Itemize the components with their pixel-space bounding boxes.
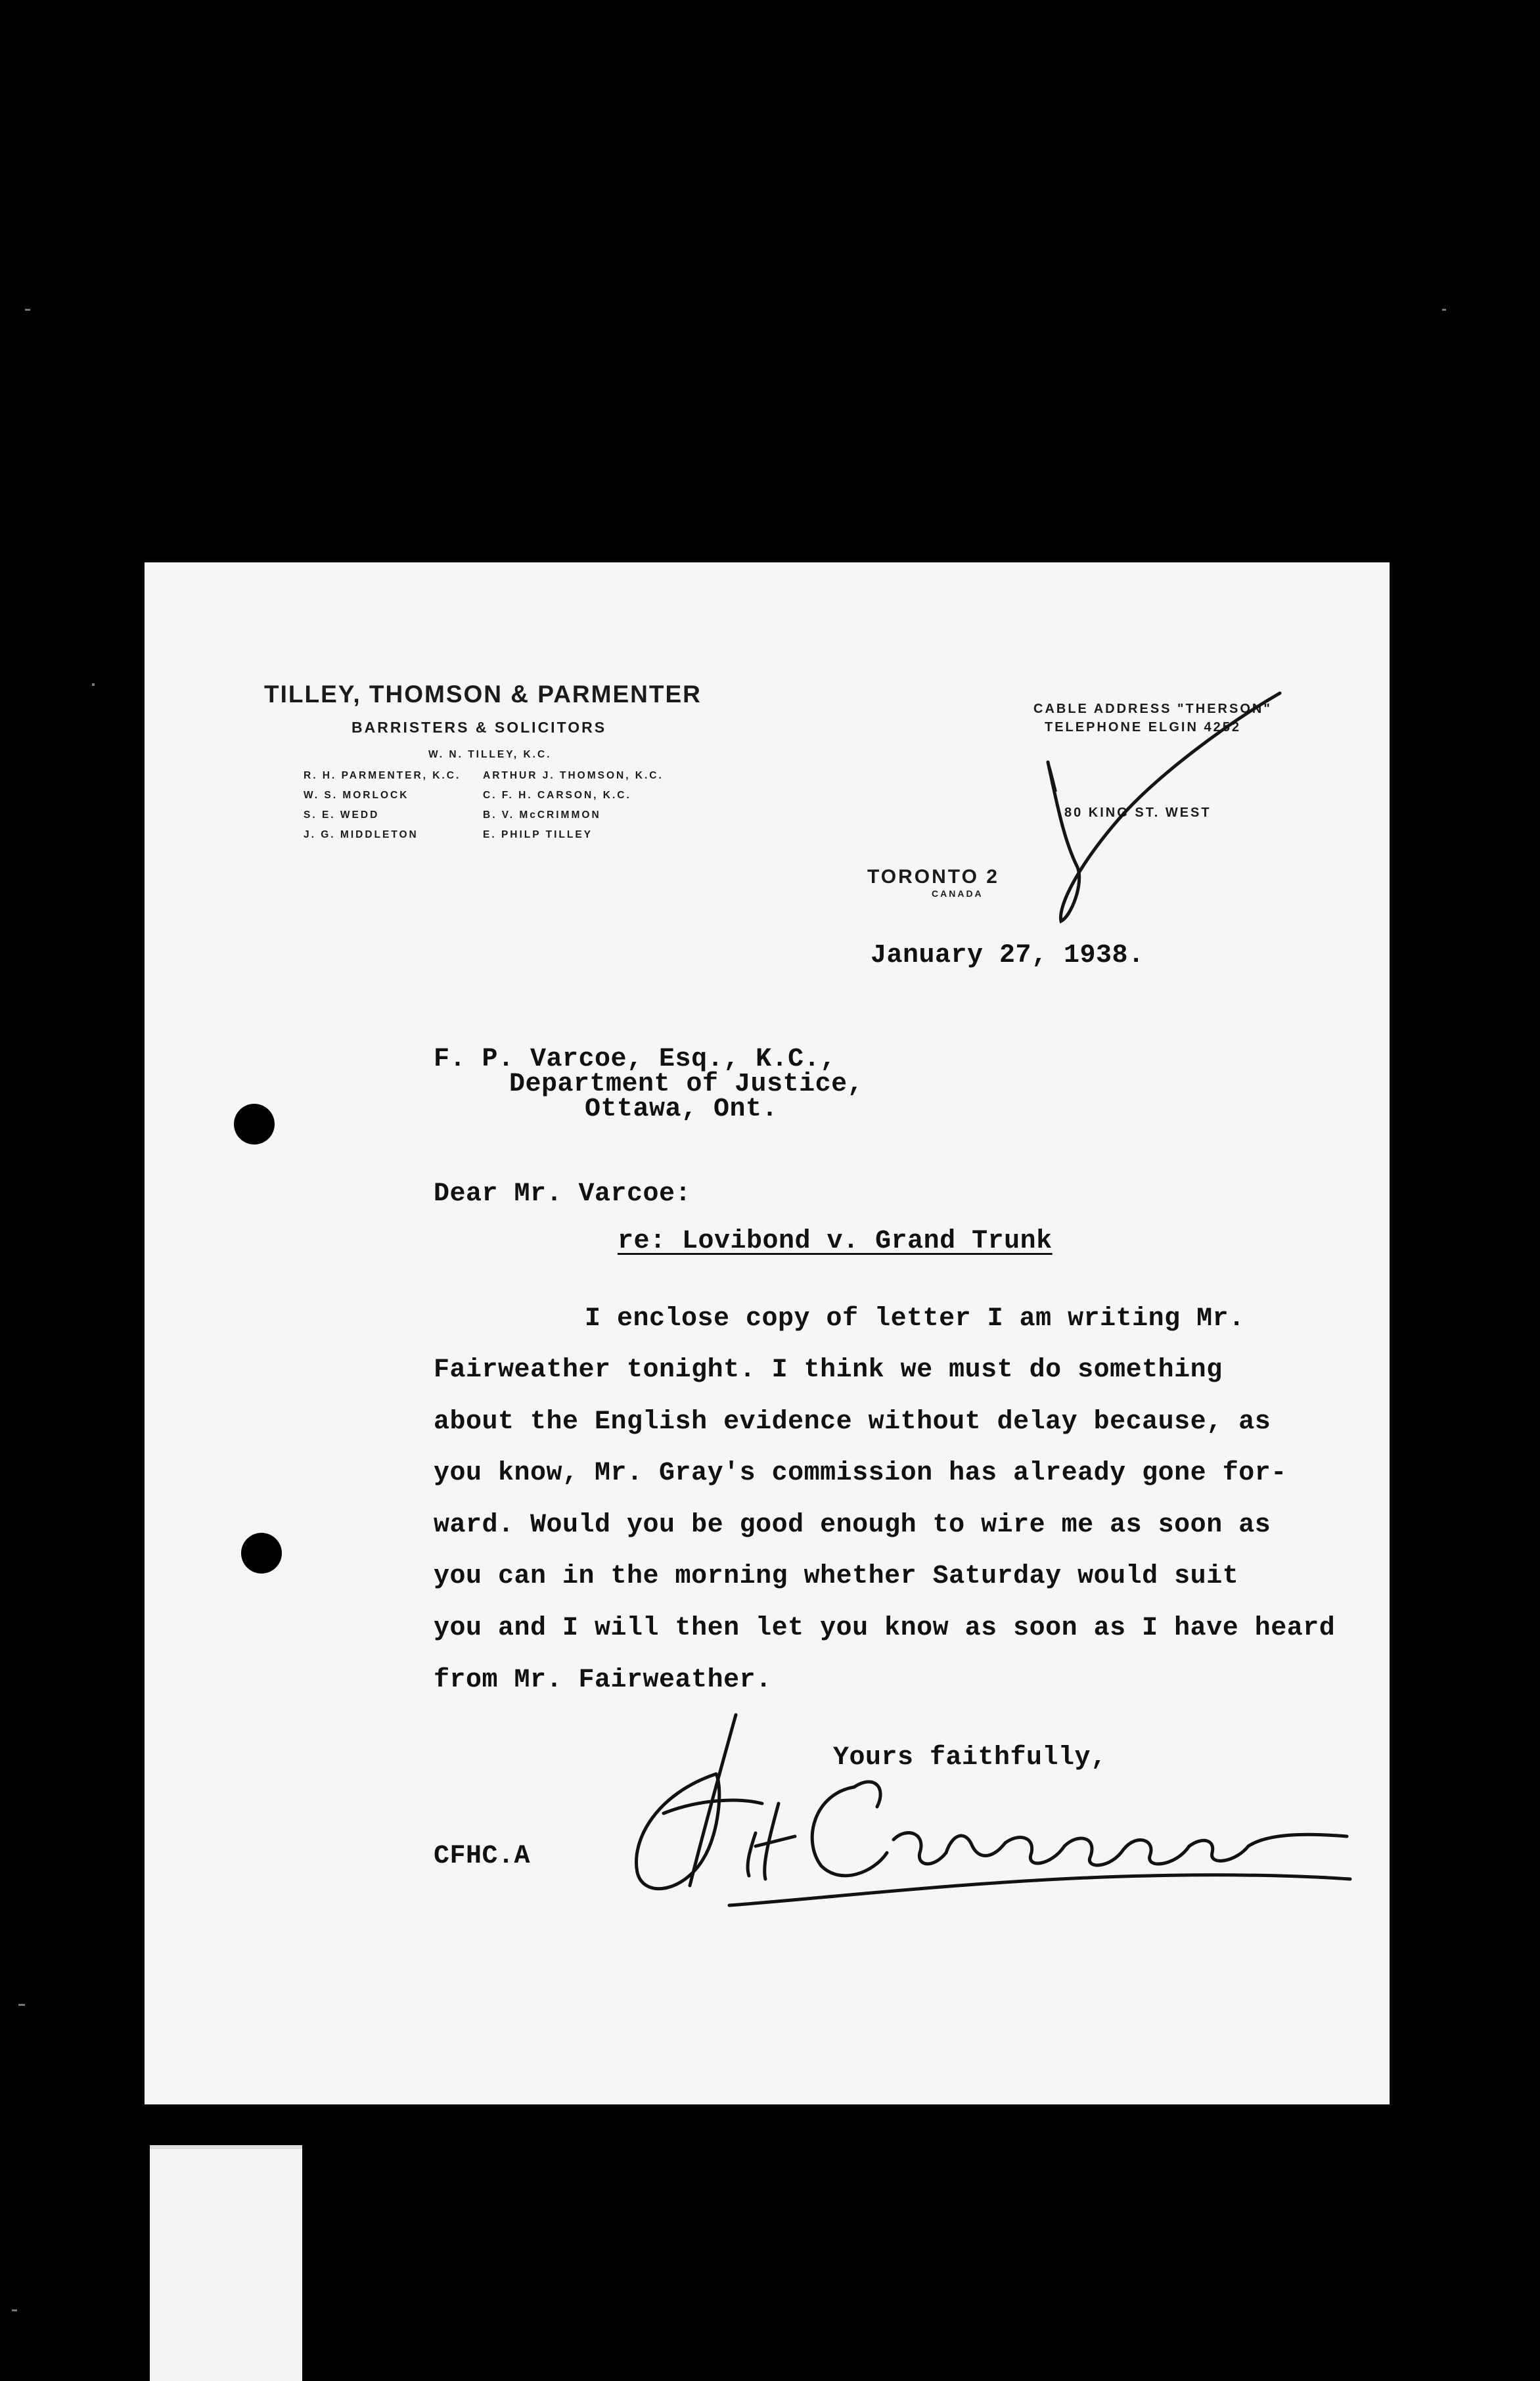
- cable-address: CABLE ADDRESS "THERSON": [1033, 702, 1272, 716]
- street-address: 80 KING ST. WEST: [1064, 805, 1212, 820]
- salutation: Dear Mr. Varcoe:: [434, 1179, 692, 1209]
- telephone: TELEPHONE ELGIN 4252: [1045, 720, 1241, 735]
- reference-initials: CFHC.A: [434, 1842, 531, 1871]
- city: TORONTO 2: [867, 866, 999, 888]
- letter-date: January 27, 1938.: [871, 941, 1144, 970]
- closing: Yours faithfully,: [833, 1743, 1107, 1773]
- partner-name: J. G. MIDDLETON: [304, 829, 419, 840]
- recipient-line: Department of Justice,: [509, 1070, 864, 1099]
- firm-subtitle: BARRISTERS & SOLICITORS: [351, 719, 607, 736]
- body-line: ward. Would you be good enough to wire me as soon as: [434, 1510, 1271, 1540]
- firm-name: TILLEY, THOMSON & PARMENTER: [264, 681, 702, 708]
- country: CANADA: [932, 888, 984, 899]
- partner-name: W. S. MORLOCK: [304, 790, 409, 801]
- body-line: Fairweather tonight. I think we must do something: [434, 1355, 1223, 1385]
- body-line: from Mr. Fairweather.: [434, 1666, 772, 1695]
- attached-slip-edge: [150, 2145, 302, 2149]
- body-line: you and I will then let you know as soon as I have heard: [434, 1614, 1336, 1643]
- partner-name: B. V. McCRIMMON: [483, 809, 601, 821]
- attached-slip: [150, 2145, 302, 2381]
- senior-partner: W. N. TILLEY, K.C.: [428, 749, 552, 760]
- partner-name: E. PHILP TILLEY: [483, 829, 593, 840]
- subject-line: re: Lovibond v. Grand Trunk: [618, 1227, 1053, 1256]
- body-line: you can in the morning whether Saturday would suit: [434, 1562, 1239, 1591]
- body-line: I enclose copy of letter I am writing Mr.: [585, 1304, 1245, 1334]
- recipient-line: F. P. Varcoe, Esq., K.C.,: [434, 1045, 836, 1074]
- recipient-line: Ottawa, Ont.: [585, 1095, 779, 1124]
- partner-name: R. H. PARMENTER, K.C.: [304, 770, 461, 781]
- partner-name: ARTHUR J. THOMSON, K.C.: [483, 770, 664, 781]
- body-line: about the English evidence without delay because, as: [434, 1407, 1271, 1437]
- body-line: you know, Mr. Gray's commission has already gone for-: [434, 1459, 1287, 1488]
- partner-name: S. E. WEDD: [304, 809, 380, 821]
- partner-name: C. F. H. CARSON, K.C.: [483, 790, 631, 801]
